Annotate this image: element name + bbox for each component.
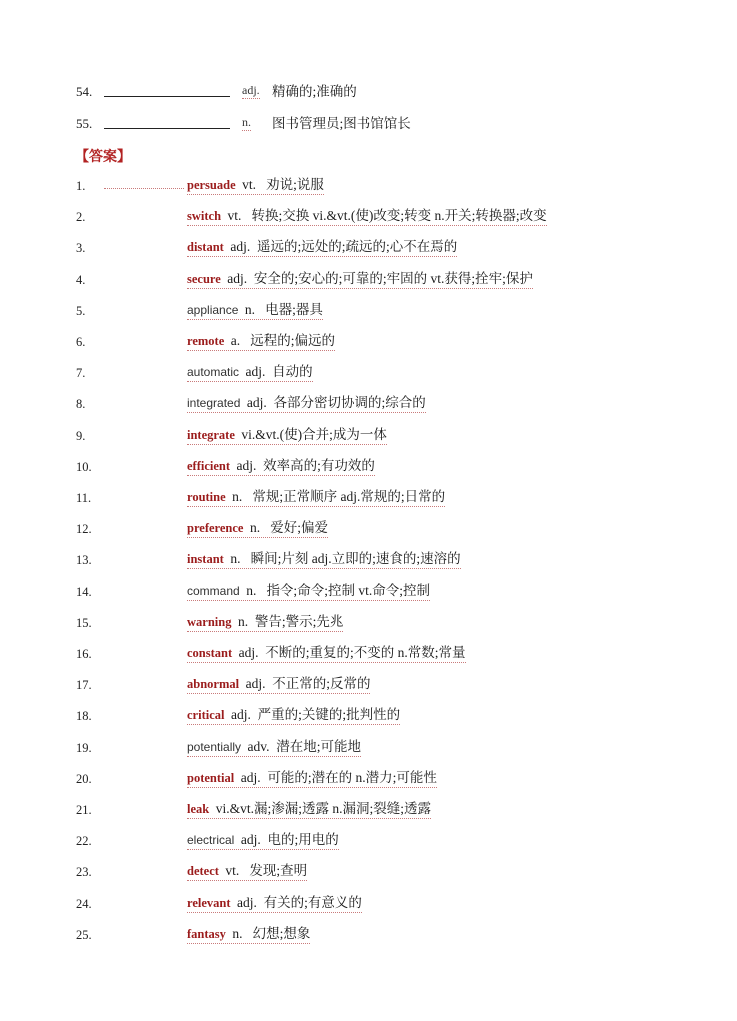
answer-definition: adv. 潜在地;可能地 [247, 739, 362, 754]
answer-row [76, 769, 676, 789]
answer-definition: vt. 劝说;说服 [242, 177, 324, 192]
answer-number: 10. [76, 460, 92, 474]
answer-entry [187, 706, 400, 725]
answer-entry [187, 769, 437, 788]
answer-row [76, 925, 676, 945]
answer-number: 20. [76, 772, 92, 786]
answer-definition: n. 电器;器具 [244, 302, 323, 317]
answer-word: switch [187, 209, 222, 223]
answer-row [76, 394, 676, 414]
part-of-speech: n. [242, 115, 251, 129]
answer-row [76, 675, 676, 695]
answer-definition: vt. 转换;交换 vi.&vt.(使)改变;转变 n.开关;转换器;改变 [227, 208, 547, 223]
answer-entry [187, 738, 361, 757]
answer-row [76, 550, 676, 570]
answer-word: potential [187, 771, 235, 785]
answer-number: 24. [76, 897, 92, 911]
answer-word: command [187, 584, 240, 598]
answer-number: 16. [76, 647, 92, 661]
answer-number: 5. [76, 304, 86, 318]
dotted-leader [104, 188, 184, 189]
answer-row [76, 894, 676, 914]
answer-entry [187, 862, 307, 881]
answer-definition: n. 警告;警示;先兆 [237, 614, 344, 629]
answer-number: 8. [76, 397, 86, 411]
answer-number: 1. [76, 179, 86, 193]
answer-definition: a. 远程的;偏远的 [230, 333, 335, 348]
answer-entry [187, 519, 328, 538]
answer-row [76, 831, 676, 851]
answer-entry [187, 207, 547, 226]
answer-definition: vi.&vt.(使)合并;成为一体 [241, 427, 387, 442]
answer-number: 7. [76, 366, 86, 380]
answer-word: warning [187, 615, 232, 629]
answer-definition: n. 常规;正常顺序 adj.常规的;日常的 [232, 489, 446, 504]
answer-row [76, 332, 676, 352]
answer-word: integrate [187, 428, 235, 442]
answer-word: fantasy [187, 927, 226, 941]
answer-word: critical [187, 708, 225, 722]
answer-number: 25. [76, 928, 92, 942]
answer-row [76, 238, 676, 258]
part-of-speech: adj. [242, 83, 260, 97]
answer-word: appliance [187, 303, 239, 317]
answer-entry [187, 363, 313, 382]
answer-word: preference [187, 521, 244, 535]
answer-entry [187, 270, 533, 289]
answer-entry [187, 613, 343, 632]
answer-word: detect [187, 864, 219, 878]
answer-row [76, 800, 676, 820]
answer-entry [187, 488, 445, 507]
answer-entry [187, 925, 310, 944]
answer-word: potentially [187, 740, 242, 754]
answer-row [76, 582, 676, 602]
answer-row [76, 738, 676, 758]
answer-definition: adj. 安全的;安心的;可靠的;牢固的 vt.获得;拴牢;保护 [227, 271, 533, 286]
question-number: 54. [76, 84, 93, 99]
answer-entry [187, 675, 370, 694]
answer-row [76, 519, 676, 539]
answer-entry [187, 550, 461, 569]
answer-blank[interactable] [104, 96, 230, 97]
answer-number: 21. [76, 803, 92, 817]
answer-word: instant [187, 552, 224, 566]
answer-number: 19. [76, 741, 92, 755]
answer-row [76, 488, 676, 508]
answer-row [76, 426, 676, 446]
answer-number: 2. [76, 210, 86, 224]
answer-entry [187, 831, 339, 850]
answer-row [76, 706, 676, 726]
answer-entry [187, 644, 466, 663]
answer-number: 23. [76, 865, 92, 879]
answer-word: electrical [187, 833, 235, 847]
answer-number: 3. [76, 241, 86, 255]
answer-row [76, 457, 676, 477]
answer-definition: adj. 自动的 [245, 364, 313, 379]
answer-entry [187, 301, 323, 320]
answer-number: 14. [76, 585, 92, 599]
answer-definition: adj. 各部分密切协调的;综合的 [246, 395, 426, 410]
answer-definition: n. 幻想;想象 [232, 926, 311, 941]
answer-heading: 【答案】 [75, 149, 131, 165]
answer-entry [187, 582, 430, 601]
answer-number: 18. [76, 709, 92, 723]
answer-definition: adj. 电的;用电的 [240, 832, 339, 847]
answer-blank[interactable] [104, 128, 230, 129]
answer-entry [187, 394, 426, 413]
answer-number: 12. [76, 522, 92, 536]
answer-word: persuade [187, 178, 236, 192]
answer-word: abnormal [187, 677, 240, 691]
answer-number: 17. [76, 678, 92, 692]
answer-word: efficient [187, 459, 231, 473]
answer-row [76, 363, 676, 383]
answer-word: relevant [187, 896, 231, 910]
answer-number: 6. [76, 335, 86, 349]
answer-definition: adj. 遥远的;远处的;疏远的;心不在焉的 [230, 239, 458, 254]
answer-entry [187, 426, 387, 445]
answer-entry [187, 176, 324, 195]
answer-word: integrated [187, 396, 241, 410]
answer-word: constant [187, 646, 233, 660]
answer-row [76, 862, 676, 882]
answer-number: 9. [76, 429, 86, 443]
answer-definition: n. 瞬间;片刻 adj.立即的;速食的;速溶的 [230, 551, 461, 566]
answer-number: 11. [76, 491, 92, 505]
answer-number: 15. [76, 616, 92, 630]
answer-entry [187, 800, 431, 819]
answer-row [76, 644, 676, 664]
answer-definition: adj. 效率高的;有功效的 [236, 458, 375, 473]
answer-definition: n. 指令;命令;控制 vt.命令;控制 [246, 583, 430, 598]
answer-row [76, 613, 676, 633]
answer-entry [187, 238, 457, 257]
answer-row [76, 270, 676, 290]
answer-definition: adj. 不正常的;反常的 [245, 676, 371, 691]
answer-row [76, 301, 676, 321]
question-number: 55. [76, 116, 93, 131]
answer-definition: vi.&vt.漏;渗漏;透露 n.漏洞;裂缝;透露 [215, 801, 431, 816]
definition: 图书管理员;图书馆馆长 [272, 116, 411, 131]
answer-word: leak [187, 802, 210, 816]
answer-definition: n. 爱好;偏爱 [249, 520, 328, 535]
answer-word: routine [187, 490, 226, 504]
answer-word: distant [187, 240, 224, 254]
answer-number: 4. [76, 273, 86, 287]
answer-definition: adj. 有关的;有意义的 [237, 895, 362, 910]
definition: 精确的;准确的 [272, 84, 357, 99]
answer-word: secure [187, 272, 221, 286]
answer-definition: vt. 发现;查明 [225, 863, 308, 878]
answer-word: remote [187, 334, 225, 348]
answer-entry [187, 894, 362, 913]
answer-definition: adj. 可能的;潜在的 n.潜力;可能性 [240, 770, 437, 785]
answer-entry [187, 457, 375, 476]
answer-entry [187, 332, 335, 351]
answer-number: 13. [76, 553, 92, 567]
answer-definition: adj. 严重的;关键的;批判性的 [230, 707, 401, 722]
answer-row [76, 176, 676, 196]
answer-word: automatic [187, 365, 240, 379]
answer-row [76, 207, 676, 227]
answer-definition: adj. 不断的;重复的;不变的 n.常数;常量 [238, 645, 466, 660]
answer-number: 22. [76, 834, 92, 848]
